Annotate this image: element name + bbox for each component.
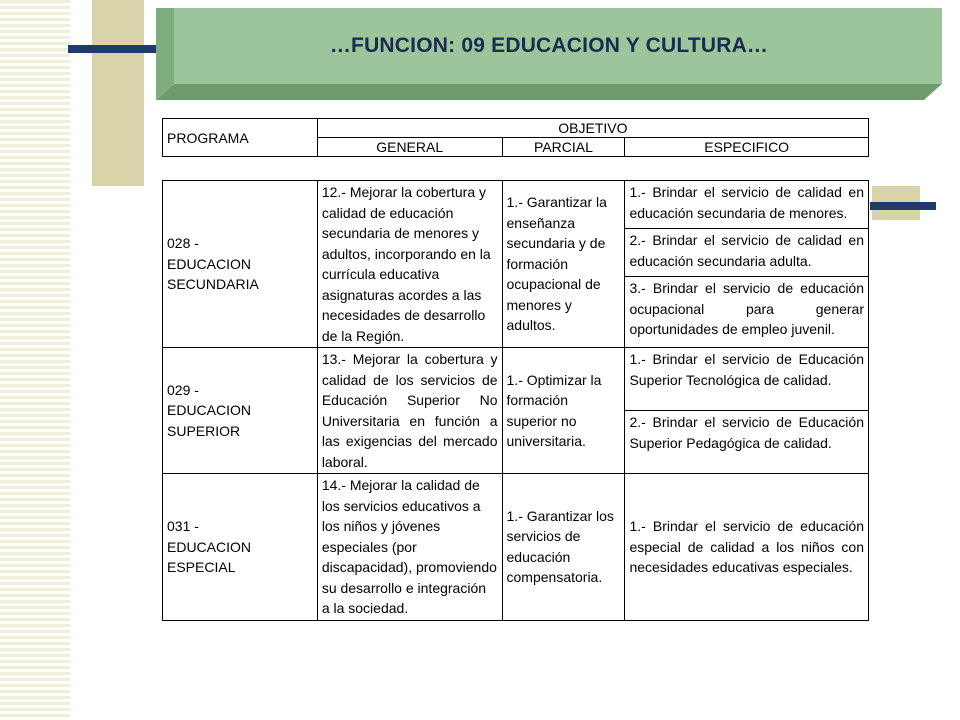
header-objetivo: OBJETIVO <box>317 119 868 138</box>
specific-objective-cell: 1.- Brindar el servicio de Educación Superior Tecnológica de calidad. <box>625 348 869 411</box>
specific-objective-cell: 2.- Brindar el servicio de calidad en educación secundaria adulta. <box>625 229 869 277</box>
general-objective-cell: 12.- Mejorar la cobertura y calidad de educación secundaria de menores y adultos, incorporando en la currícula educativa asignaturas acordes a las necesidades de desarrollo de la Región. <box>317 181 502 348</box>
specific-objective-cell: 3.- Brindar el servicio de educación ocupacional para generar oportunidades de empleo juvenil. <box>625 277 869 348</box>
general-objective-cell: 13.- Mejorar la cobertura y calidad de los servicios de Educación Superior No Universitaria en función a las exigencias del mercado laboral. <box>317 348 502 474</box>
navy-bar-top <box>68 45 158 53</box>
table-row <box>163 474 869 621</box>
specific-objective-cell: 2.- Brindar el servicio de Educación Superior Pedagógica de calidad. <box>625 411 869 474</box>
title-banner <box>156 8 942 104</box>
partial-objective-cell: 1.- Garantizar la enseñanza secundaria y de formación ocupacional de menores y adultos. <box>502 181 625 348</box>
header-table <box>162 118 869 157</box>
partial-objective-cell: 1.- Optimizar la formación superior no universitaria. <box>502 348 625 474</box>
navy-bar-right <box>870 202 936 210</box>
striped-side-decoration <box>0 0 70 720</box>
program-cell: 031 - EDUCACION ESPECIAL <box>163 474 318 621</box>
page-title: …FUNCION: 09 EDUCACION Y CULTURA… <box>329 34 769 57</box>
program-cell: 028 - EDUCACION SECUNDARIA <box>163 181 318 348</box>
specific-objective-cell: 1.- Brindar el servicio de calidad en educación secundaria de menores. <box>625 181 869 229</box>
table-row <box>163 348 869 411</box>
objectives-table <box>162 180 869 621</box>
program-cell: 029 - EDUCACION SUPERIOR <box>163 348 318 474</box>
header-especifico: ESPECIFICO <box>625 138 869 157</box>
specific-objective-cell: 1.- Brindar el servicio de educación especial de calidad a los niños con necesidades educativas especiales. <box>625 474 869 621</box>
header-parcial: PARCIAL <box>502 138 625 157</box>
header-general: GENERAL <box>317 138 502 157</box>
table-row <box>163 181 869 229</box>
tan-block-top <box>92 0 144 186</box>
partial-objective-cell: 1.- Garantizar los servicios de educación compensatoria. <box>502 474 625 621</box>
general-objective-cell: 14.- Mejorar la calidad de los servicios educativos a los niños y jóvenes especiales (por discapacidad), promoviendo su desarrollo e integración a la sociedad. <box>317 474 502 621</box>
header-programa: PROGRAMA <box>163 119 318 157</box>
